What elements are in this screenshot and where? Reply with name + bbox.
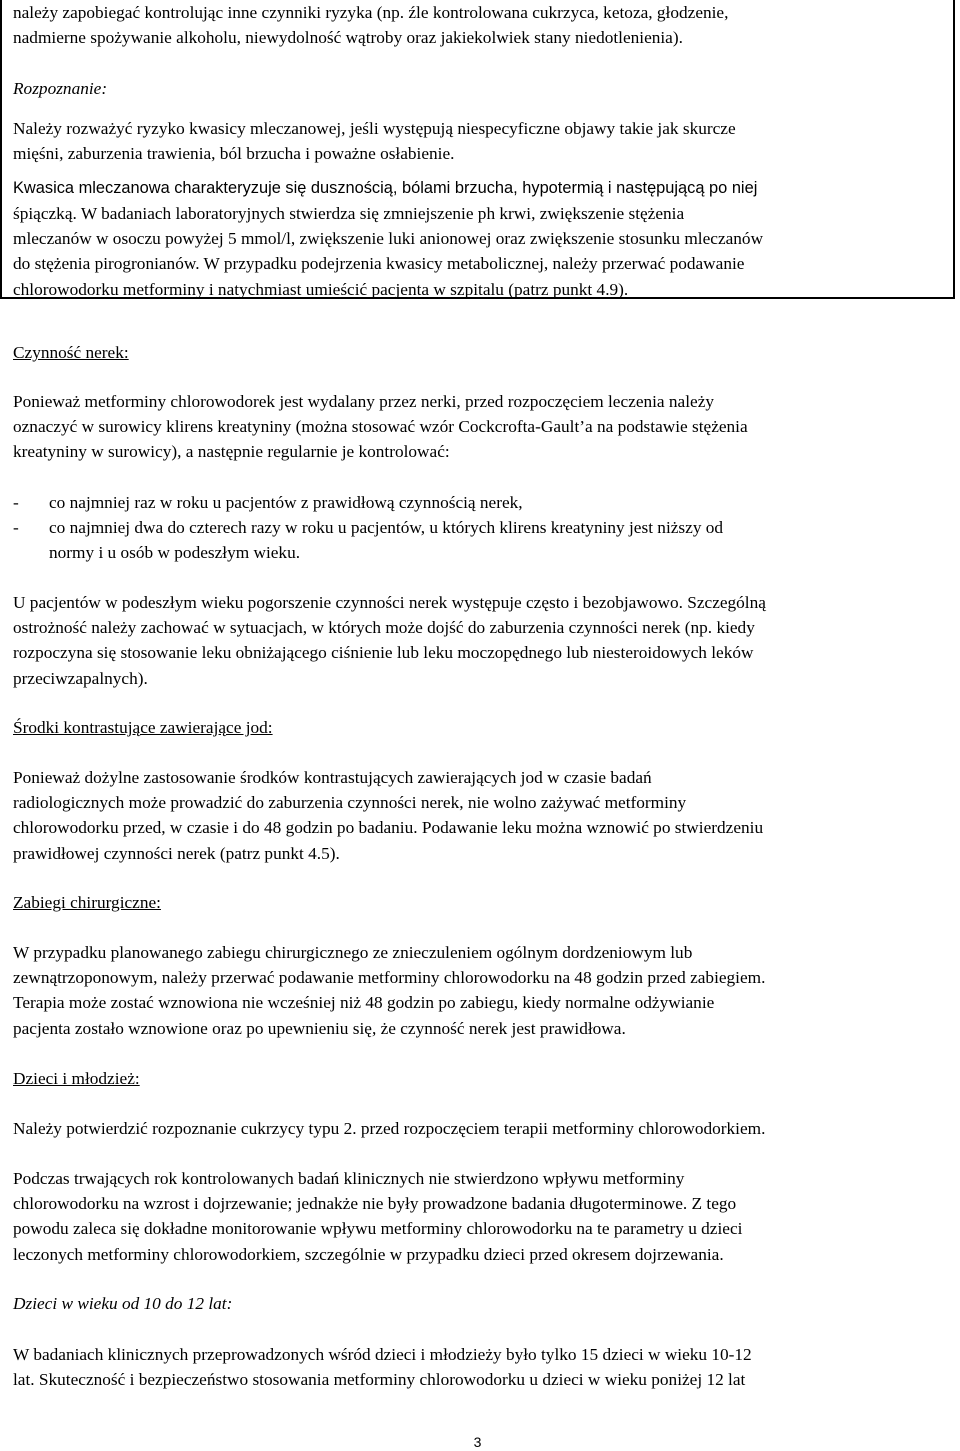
children-10-12-heading: Dzieci w wieku od 10 do 12 lat: [13,1294,233,1313]
children-paragraph-2 [13,1166,948,1267]
surgery-paragraph [13,940,948,1041]
text-line: mleczanów w osoczu powyżej 5 mmol/l, zwiększenie luki anionowej oraz zwiększenie stosunku mleczanów [13,229,764,249]
text-line: do stężenia pirogronianów. W przypadku podejrzenia kwasicy metabolicznej, należy przerwać podawanie [13,254,745,274]
text-line: kreatyniny w surowicy), a następnie regularnie je kontrolować: [13,442,450,462]
list-item-text: co najmniej raz w roku u pacjentów z prawidłową czynnością nerek, [49,493,523,512]
text-line: przeciwzapalnych). [13,668,148,688]
text-line: śpiączką. W badaniach laboratoryjnych stwierdza się zmniejszenie ph krwi, zwiększenie stężenia [13,204,685,223]
text-line: oznaczyć w surowicy klirens kreatyniny (można stosować wzór Cockcrofta-Gault’a na podstawie stężenia [13,417,748,437]
text-line: radiologicznych może prowadzić do zaburzenia czynności nerek, nie wolno zażywać metforminy [13,793,687,813]
text-line: powodu zaleca się dokładne monitorowanie wpływu metforminy chlorowodorku na te parametry u dzieci [13,1219,743,1239]
text-line: W badaniach klinicznych przeprowadzonych wśród dzieci i młodzieży było tylko 15 dzieci w wieku 10-12 [13,1345,752,1364]
text-line: leczonych metforminy chlorowodorkiem, szczególnie w przypadku dzieci przed okresem dojrzewania. [13,1244,724,1264]
text-line: chlorowodorku metforminy i natychmiast umieścić pacjenta w szpitalu (patrz punkt 4.9). [13,279,629,299]
text-line: Terapia może zostać wznowiona nie wcześniej niż 48 godzin po zabiegu, kiedy normalne odżywianie [13,993,715,1013]
text-line: U pacjentów w podeszłym wieku pogorszenie czynności nerek występuje często i bezobjawowo. Szczególną [13,593,766,612]
text-line: Podczas trwających rok kontrolowanych badań klinicznych nie stwierdzono wpływu metforminy [13,1169,685,1188]
diagnosis-paragraph-1 [13,116,948,166]
children-paragraph-1 [13,1116,948,1141]
surgery-heading: Zabiegi chirurgiczne: [13,893,161,912]
contrast-heading: Środki kontrastujące zawierające jod: [13,718,273,737]
text-line: Kwasica mleczanowa charakteryzuje się dusznością, bólami brzucha, hypotermią i następującą po niej [13,179,758,197]
contrast-paragraph [13,765,948,866]
kidney-intro-paragraph [13,389,948,465]
list-item-text: normy i u osób w podeszłym wieku. [49,543,301,562]
text-line: pacjenta zostało wznowione oraz po upewnieniu się, że czynność nerek jest prawidłowa. [13,1018,626,1038]
diagnosis-heading: Rozpoznanie: [13,79,108,98]
text-line: lat. Skuteczność i bezpieczeństwo stosowania metforminy chlorowodorku u dzieci w wieku poniżej 12 lat [13,1370,746,1390]
list-item-text: co najmniej dwa do czterech razy w roku u pacjentów, u których klirens kreatyniny jest niższy od [49,518,724,537]
text-line: prawidłowej czynności nerek (patrz punkt 4.5). [13,843,340,863]
children-heading: Dzieci i młodzież: [13,1069,140,1088]
text-line: Należy rozważyć ryzyko kwasicy mleczanowej, jeśli występują niespecyficzne objawy takie jak skurcze [13,119,736,138]
text-line: Ponieważ dożylne zastosowanie środków kontrastujących zawierających jod w czasie badań [13,768,652,787]
text-line: nadmierne spożywanie alkoholu, niewydolność wątroby oraz jakiekolwiek stany niedotlenienia). [13,28,683,48]
text-line: W przypadku planowanego zabiegu chirurgicznego ze znieczuleniem ogólnym dordzeniowym lub [13,943,693,962]
elderly-paragraph [13,590,948,691]
text-line: należy zapobiegać kontrolując inne czynniki ryzyka (np. źle kontrolowana cukrzyca, ketoza, głodzenie, [13,3,729,22]
continuation-paragraph [13,0,948,50]
text-line: mięśni, zaburzenia trawienia, ból brzucha i poważne osłabienie. [13,144,455,164]
text-line: chlorowodorku przed, w czasie i do 48 godzin po badaniu. Podawanie leku można wznowić po stwierdzeniu [13,818,764,838]
list-item [13,490,948,516]
page-number: 3 [473,1434,482,1450]
list-dash: - [13,493,19,512]
list-dash: - [13,518,19,537]
diagnosis-paragraph-2-cont [13,201,948,302]
kidney-heading: Czynność nerek: [13,343,129,362]
text-line: zewnątrzoponowym, należy przerwać podawanie metforminy chlorowodorku na 48 godzin przed zabiegiem. [13,968,766,988]
text-line: Ponieważ metforminy chlorowodorek jest wydalany przez nerki, przed rozpoczęciem leczenia należy [13,392,715,411]
text-line: rozpoczyna się stosowanie leku obniżającego ciśnienie lub leku moczopędnego lub niesteroidowych leków [13,643,754,663]
text-line: ostrożność należy zachować w sytuacjach, w których może dojść do zaburzenia czynności nerek (np. kiedy [13,618,755,638]
diagnosis-paragraph-2 [13,176,948,201]
text-line: Należy potwierdzić rozpoznanie cukrzycy typu 2. przed rozpoczęciem terapii metforminy chlorowodorkiem. [13,1119,766,1138]
children-10-12-paragraph [13,1342,948,1392]
list-item [13,515,948,567]
text-line: chlorowodorku na wzrost i dojrzewanie; jednakże nie były prowadzone badania długoterminowe. Z tego [13,1194,737,1214]
